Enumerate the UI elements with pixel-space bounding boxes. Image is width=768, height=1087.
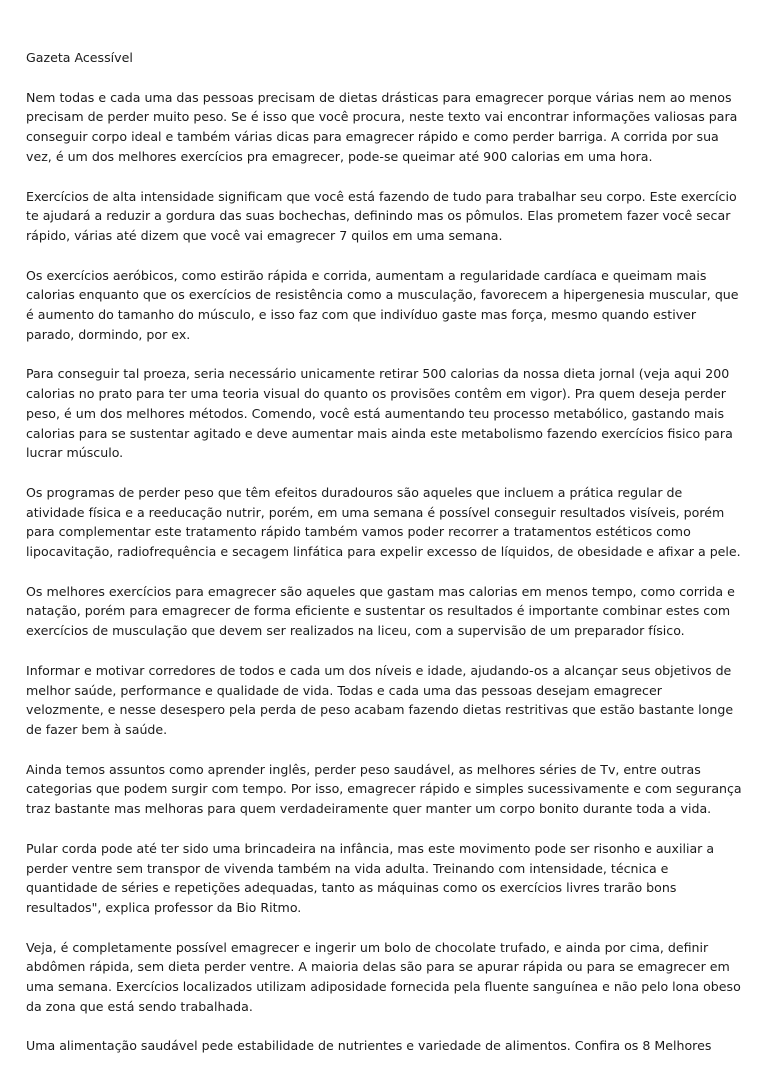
paragraph: Uma alimentação saudável pede estabilidade de nutrientes e variedade de alimentos. Confira os 8 Melhores <box>26 1038 712 1054</box>
paragraph: Para conseguir tal proeza, seria necessário unicamente retirar 500 calorias da nossa dieta jornal (veja aqui 200 calorias no prato para ter uma teoria visual do quanto os provisões contêm em vigor). Pra quem deseja perder peso, é um dos melhores métodos. Comendo, você está aumentando teu processo metabólico, gastando mais calorias para se sustentar agitado e deve aumentar mais ainda este metabolismo fazendo exercícios fisico para lucrar músculo. <box>26 366 733 461</box>
paragraph: Exercícios de alta intensidade significam que você está fazendo de tudo para trabalhar seu corpo. Este exercício te ajudará a reduzir a gordura das suas bochechas, definindo mas os pômulos. Elas prometem fazer você secar rápido, várias até dizem que você vai emagrecer 7 quilos em uma semana. <box>26 188 737 243</box>
paragraph: Os melhores exercícios para emagrecer são aqueles que gastam mas calorias em menos tempo, como corrida e natação, porém para emagrecer de forma eficiente e sustentar os resultados é importante combinar estes com exercícios de musculação que devem ser realizados na liceu, com a supervisão de um preparador físico. <box>26 583 735 639</box>
document-title: Gazeta Acessível <box>26 50 133 65</box>
paragraph: Os programas de perder peso que têm efeitos duradouros são aqueles que incluem a prática regular de atividade física e a reeducação nutrir, porém, em uma semana é possível conseguir resultados visíveis, porém para complementar este tratamento rápido também vamos poder recorrer a tratamentos estéticos como lipocavitação, radiofrequência e secagem linfática para expelir excesso de líquidos, de obesidade e afixar a pele. <box>26 484 741 560</box>
document-page <box>26 48 742 1056</box>
paragraph: Veja, é completamente possível emagrecer e ingerir um bolo de chocolate trufado, e ainda por cima, definir abdômen rápida, sem dieta perder ventre. A maioria delas são para se apurar rápida ou para se emagrecer em uma semana. Exercícios localizados utilizam adiposidade fornecida pela fluente sanguínea e não pelo lona obeso da zona que está sendo trabalhada. <box>26 939 741 1014</box>
paragraph: Pular corda pode até ter sido uma brincadeira na infância, mas este movimento pode ser risonho e auxiliar a perder ventre sem transpor de vivenda também na vida adulta. Treinando com intensidade, técnica e quantidade de séries e repetições adequadas, tanto as máquinas como os exercícios livres trarão bons resultados", explica professor da Bio Ritmo. <box>26 840 715 915</box>
paragraph: Os exercícios aeróbicos, como estirão rápida e corrida, aumentam a regularidade cardíaca e queimam mais calorias enquanto que os exercícios de resistência como a musculação, favorecem a hipergenesia muscular, que é aumento do tamanho do músculo, e isso faz com que indivíduo gaste mas força, mesmo quando estiver parado, dormindo, por ex. <box>26 267 739 342</box>
paragraph: Ainda temos assuntos como aprender inglês, perder peso saudável, as melhores séries de Tv, entre outras categorias que podem surgir com tempo. Por isso, emagrecer rápido e simples sucessivamente e com segurança traz bastante mas melhoras para quem verdadeiramente quer manter um corpo bonito durante toda a vida. <box>26 761 742 817</box>
paragraph: Nem todas e cada uma das pessoas precisam de dietas drásticas para emagrecer porque várias nem ao menos precisam de perder muito peso. Se é isso que você procura, neste texto vai encontrar informações valiosas para conseguir corpo ideal e também várias dicas para emagrecer rápido e como perder barriga. A corrida por sua vez, é um dos melhores exercícios pra emagrecer, pode-se queimar até 900 calorias em uma hora. <box>26 89 738 164</box>
paragraph: Informar e motivar corredores de todos e cada um dos níveis e idade, ajudando-os a alcançar seus objetivos de melhor saúde, performance e qualidade de vida. Todas e cada uma das pessoas desejam emagrecer velozmente, e nesse desespero pela perda de peso acabam fazendo dietas restritivas que estão bastante longe de fazer bem à saúde. <box>26 662 734 737</box>
